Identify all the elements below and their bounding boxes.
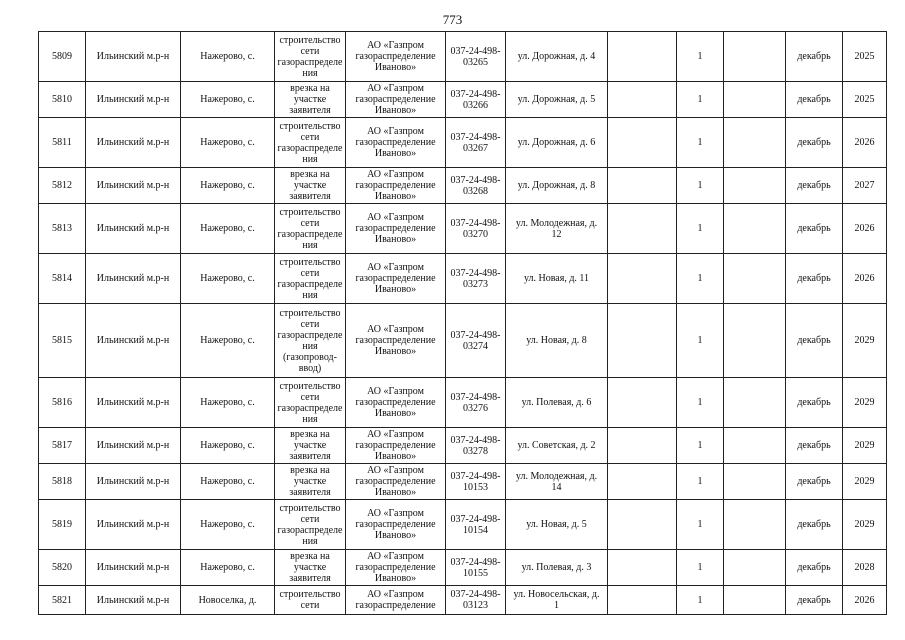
organization-cell: АО «Газпром газораспределение Иваново» [346, 550, 446, 586]
address-cell: ул. Полевая, д. 3 [506, 550, 608, 586]
works-type-cell: строительство сети газораспределения [275, 118, 346, 168]
works-type-cell: строительство сети газораспределения (газопровод-ввод) [275, 304, 346, 378]
month-cell: декабрь [786, 118, 843, 168]
table-row [39, 500, 887, 550]
works-type-cell: врезка на участке заявителя [275, 168, 346, 204]
month-cell: декабрь [786, 428, 843, 464]
year-cell: 2025 [843, 32, 887, 82]
organization-cell: АО «Газпром газораспределение Иваново» [346, 168, 446, 204]
empty-cell [724, 586, 786, 615]
quantity-cell: 1 [677, 254, 724, 304]
works-type-cell: строительство сети газораспределения [275, 500, 346, 550]
works-type-cell: строительство сети газораспределения [275, 378, 346, 428]
organization-cell: АО «Газпром газораспределение Иваново» [346, 118, 446, 168]
district-cell: Ильинский м.р-н [86, 550, 181, 586]
empty-cell [724, 428, 786, 464]
year-cell: 2026 [843, 118, 887, 168]
row-number-cell: 5817 [39, 428, 86, 464]
table-row [39, 32, 887, 82]
quantity-cell: 1 [677, 82, 724, 118]
year-cell: 2029 [843, 378, 887, 428]
empty-cell [608, 254, 677, 304]
quantity-cell: 1 [677, 204, 724, 254]
table-row [39, 118, 887, 168]
code-cell: 037-24-498-03273 [446, 254, 506, 304]
table-row [39, 586, 887, 615]
row-number-cell: 5821 [39, 586, 86, 615]
row-number-cell: 5816 [39, 378, 86, 428]
district-cell: Ильинский м.р-н [86, 254, 181, 304]
code-cell: 037-24-498-10154 [446, 500, 506, 550]
organization-cell: АО «Газпром газораспределение Иваново» [346, 254, 446, 304]
works-type-cell: врезка на участке заявителя [275, 464, 346, 500]
quantity-cell: 1 [677, 378, 724, 428]
empty-cell [608, 118, 677, 168]
year-cell: 2026 [843, 204, 887, 254]
empty-cell [724, 464, 786, 500]
row-number-cell: 5812 [39, 168, 86, 204]
organization-cell: АО «Газпром газораспределение Иваново» [346, 464, 446, 500]
address-cell: ул. Дорожная, д. 8 [506, 168, 608, 204]
district-cell: Ильинский м.р-н [86, 586, 181, 615]
address-cell: ул. Полевая, д. 6 [506, 378, 608, 428]
year-cell: 2028 [843, 550, 887, 586]
district-cell: Ильинский м.р-н [86, 168, 181, 204]
empty-cell [608, 32, 677, 82]
locality-cell: Нажерово, с. [181, 378, 275, 428]
works-type-cell: врезка на участке заявителя [275, 82, 346, 118]
organization-cell: АО «Газпром газораспределение Иваново» [346, 378, 446, 428]
locality-cell: Нажерово, с. [181, 500, 275, 550]
year-cell: 2029 [843, 500, 887, 550]
works-type-cell: врезка на участке заявителя [275, 550, 346, 586]
year-cell: 2029 [843, 428, 887, 464]
district-cell: Ильинский м.р-н [86, 378, 181, 428]
empty-cell [724, 168, 786, 204]
empty-cell [724, 82, 786, 118]
address-cell: ул. Новосельская, д. 1 [506, 586, 608, 615]
registry-table [38, 31, 887, 615]
empty-cell [724, 254, 786, 304]
year-cell: 2027 [843, 168, 887, 204]
row-number-cell: 5814 [39, 254, 86, 304]
empty-cell [724, 304, 786, 378]
locality-cell: Нажерово, с. [181, 304, 275, 378]
year-cell: 2026 [843, 586, 887, 615]
district-cell: Ильинский м.р-н [86, 464, 181, 500]
address-cell: ул. Дорожная, д. 4 [506, 32, 608, 82]
address-cell: ул. Молодежная, д. 14 [506, 464, 608, 500]
organization-cell: АО «Газпром газораспределение Иваново» [346, 32, 446, 82]
row-number-cell: 5810 [39, 82, 86, 118]
empty-cell [608, 550, 677, 586]
organization-cell: АО «Газпром газораспределение Иваново» [346, 204, 446, 254]
quantity-cell: 1 [677, 464, 724, 500]
district-cell: Ильинский м.р-н [86, 304, 181, 378]
address-cell: ул. Дорожная, д. 6 [506, 118, 608, 168]
address-cell: ул. Новая, д. 5 [506, 500, 608, 550]
address-cell: ул. Дорожная, д. 5 [506, 82, 608, 118]
month-cell: декабрь [786, 550, 843, 586]
locality-cell: Нажерово, с. [181, 168, 275, 204]
empty-cell [608, 464, 677, 500]
row-number-cell: 5813 [39, 204, 86, 254]
page-number: 773 [442, 12, 463, 27]
row-number-cell: 5819 [39, 500, 86, 550]
locality-cell: Нажерово, с. [181, 82, 275, 118]
district-cell: Ильинский м.р-н [86, 32, 181, 82]
empty-cell [724, 500, 786, 550]
locality-cell: Нажерово, с. [181, 32, 275, 82]
address-cell: ул. Новая, д. 11 [506, 254, 608, 304]
district-cell: Ильинский м.р-н [86, 82, 181, 118]
year-cell: 2025 [843, 82, 887, 118]
works-type-cell: строительство сети газораспределения [275, 254, 346, 304]
locality-cell: Нажерово, с. [181, 428, 275, 464]
month-cell: декабрь [786, 586, 843, 615]
organization-cell: АО «Газпром газораспределение Иваново» [346, 428, 446, 464]
code-cell: 037-24-498-03270 [446, 204, 506, 254]
empty-cell [724, 32, 786, 82]
code-cell: 037-24-498-03266 [446, 82, 506, 118]
quantity-cell: 1 [677, 550, 724, 586]
quantity-cell: 1 [677, 304, 724, 378]
organization-cell: АО «Газпром газораспределение Иваново» [346, 304, 446, 378]
row-number-cell: 5811 [39, 118, 86, 168]
table-row [39, 464, 887, 500]
works-type-cell: строительство сети газораспределения [275, 204, 346, 254]
table-row [39, 82, 887, 118]
works-type-cell: строительство сети [275, 586, 346, 615]
organization-cell: АО «Газпром газораспределение Иваново» [346, 82, 446, 118]
code-cell: 037-24-498-03278 [446, 428, 506, 464]
quantity-cell: 1 [677, 118, 724, 168]
quantity-cell: 1 [677, 500, 724, 550]
empty-cell [608, 304, 677, 378]
table-row [39, 428, 887, 464]
locality-cell: Нажерово, с. [181, 550, 275, 586]
quantity-cell: 1 [677, 168, 724, 204]
year-cell: 2029 [843, 464, 887, 500]
table-row [39, 168, 887, 204]
empty-cell [608, 428, 677, 464]
works-type-cell: врезка на участке заявителя [275, 428, 346, 464]
organization-cell: АО «Газпром газораспределение [346, 586, 446, 615]
month-cell: декабрь [786, 378, 843, 428]
locality-cell: Нажерово, с. [181, 464, 275, 500]
empty-cell [724, 550, 786, 586]
empty-cell [724, 204, 786, 254]
row-number-cell: 5820 [39, 550, 86, 586]
month-cell: декабрь [786, 500, 843, 550]
quantity-cell: 1 [677, 428, 724, 464]
organization-cell: АО «Газпром газораспределение Иваново» [346, 500, 446, 550]
empty-cell [724, 118, 786, 168]
empty-cell [608, 500, 677, 550]
district-cell: Ильинский м.р-н [86, 118, 181, 168]
district-cell: Ильинский м.р-н [86, 500, 181, 550]
table-row [39, 550, 887, 586]
month-cell: декабрь [786, 464, 843, 500]
code-cell: 037-24-498-03274 [446, 304, 506, 378]
empty-cell [608, 82, 677, 118]
empty-cell [608, 586, 677, 615]
locality-cell: Нажерово, с. [181, 118, 275, 168]
table-row [39, 378, 887, 428]
year-cell: 2026 [843, 254, 887, 304]
address-cell: ул. Советская, д. 2 [506, 428, 608, 464]
code-cell: 037-24-498-03276 [446, 378, 506, 428]
locality-cell: Нажерово, с. [181, 204, 275, 254]
table-row [39, 304, 887, 378]
code-cell: 037-24-498-03265 [446, 32, 506, 82]
month-cell: декабрь [786, 254, 843, 304]
quantity-cell: 1 [677, 586, 724, 615]
district-cell: Ильинский м.р-н [86, 428, 181, 464]
empty-cell [724, 378, 786, 428]
code-cell: 037-24-498-03268 [446, 168, 506, 204]
month-cell: декабрь [786, 32, 843, 82]
works-type-cell: строительство сети газораспределения [275, 32, 346, 82]
table-row [39, 254, 887, 304]
row-number-cell: 5809 [39, 32, 86, 82]
code-cell: 037-24-498-03267 [446, 118, 506, 168]
code-cell: 037-24-498-10155 [446, 550, 506, 586]
address-cell: ул. Новая, д. 8 [506, 304, 608, 378]
empty-cell [608, 204, 677, 254]
locality-cell: Нажерово, с. [181, 254, 275, 304]
empty-cell [608, 168, 677, 204]
row-number-cell: 5818 [39, 464, 86, 500]
month-cell: декабрь [786, 204, 843, 254]
district-cell: Ильинский м.р-н [86, 204, 181, 254]
month-cell: декабрь [786, 168, 843, 204]
row-number-cell: 5815 [39, 304, 86, 378]
month-cell: декабрь [786, 304, 843, 378]
code-cell: 037-24-498-03123 [446, 586, 506, 615]
year-cell: 2029 [843, 304, 887, 378]
table-row [39, 204, 887, 254]
quantity-cell: 1 [677, 32, 724, 82]
address-cell: ул. Молодежная, д. 12 [506, 204, 608, 254]
locality-cell: Новоселка, д. [181, 586, 275, 615]
empty-cell [608, 378, 677, 428]
month-cell: декабрь [786, 82, 843, 118]
code-cell: 037-24-498-10153 [446, 464, 506, 500]
